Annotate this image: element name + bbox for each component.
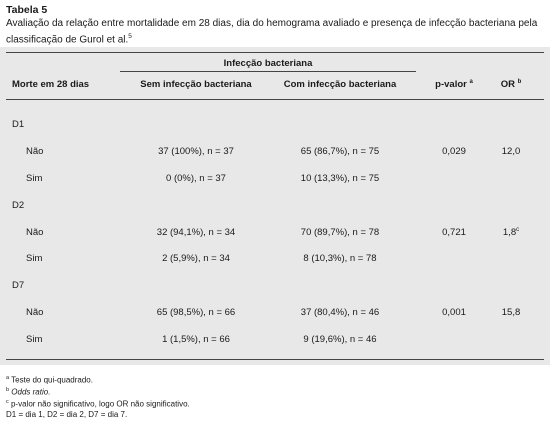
group-header-rule [120,71,416,72]
cell-com: 10 (13,3%), n = 75 [300,173,380,184]
footnote-a: $^a$ Teste do qui-quadrado. [6,375,93,385]
header-bottom-rule [6,99,544,100]
group-label-d1: D1 [12,119,25,130]
footnote-b: $^b$ Odds ratio. [6,387,51,397]
cell-com: 65 (86,7%), n = 75 [300,146,380,157]
cell-com: 37 (80,4%), n = 46 [300,307,380,318]
table-top-rule [6,52,544,53]
cell-com: 8 (10,3%), n = 78 [303,253,377,264]
header-sem-infeccao: Sem infecção bacteriana [140,79,252,90]
cell-p-valor: 0,721 [442,227,466,238]
cell-sem: 1 (1,5%), n = 66 [162,334,230,345]
group-header: Infecção bacteriana [223,58,313,69]
cell-or: 15,8 [501,307,521,319]
cell-sem: 2 (5,9%), n = 34 [162,253,230,264]
cell-sem: 65 (98,5%), n = 66 [156,307,236,318]
header-p-valor: p-valor $^a$ [435,79,473,91]
data-table [0,47,550,365]
row-label: Sim [26,334,43,345]
row-label: Não [26,307,44,318]
header-morte: Morte em 28 dias [12,79,90,90]
cell-p-valor: 0,029 [442,146,466,157]
table-bottom-rule [6,359,544,360]
group-label-d2: D2 [12,200,25,211]
cell-sem: 0 (0%), n = 37 [166,173,226,184]
group-label-d7: D7 [12,280,25,291]
footnote-abbreviations: D1 = dia 1, D2 = dia 2, D7 = dia 7. [6,410,128,419]
row-label: Sim [26,253,43,264]
footnote-c: $^c$ p-valor não significativo, logo OR não significativo. [6,399,190,409]
table-caption [6,17,544,46]
cell-or: 1,8$^c$ [502,227,520,239]
header-com-infeccao: Com infecção bacteriana [283,79,397,90]
cell-com: 9 (19,6%), n = 46 [303,334,377,345]
caption-reference: 5 [128,33,132,40]
cell-sem: 37 (100%), n = 37 [158,146,234,157]
cell-or: 12,0 [501,146,521,158]
cell-p-valor: 0,001 [442,307,466,318]
cell-com: 70 (89,7%), n = 78 [300,227,380,238]
cell-sem: 32 (94,1%), n = 34 [156,227,236,238]
caption-text: Avaliação da relação entre mortalidade em 28 dias, dia do hemograma avaliado e presença de infecção bacteriana pela classificação de Gurol et al. [6,18,538,46]
row-label: Sim [26,173,43,184]
header-or: OR $^b$ [500,79,522,91]
table-title: Tabela 5 [6,4,48,16]
row-label: Não [26,146,44,157]
row-label: Não [26,227,44,238]
